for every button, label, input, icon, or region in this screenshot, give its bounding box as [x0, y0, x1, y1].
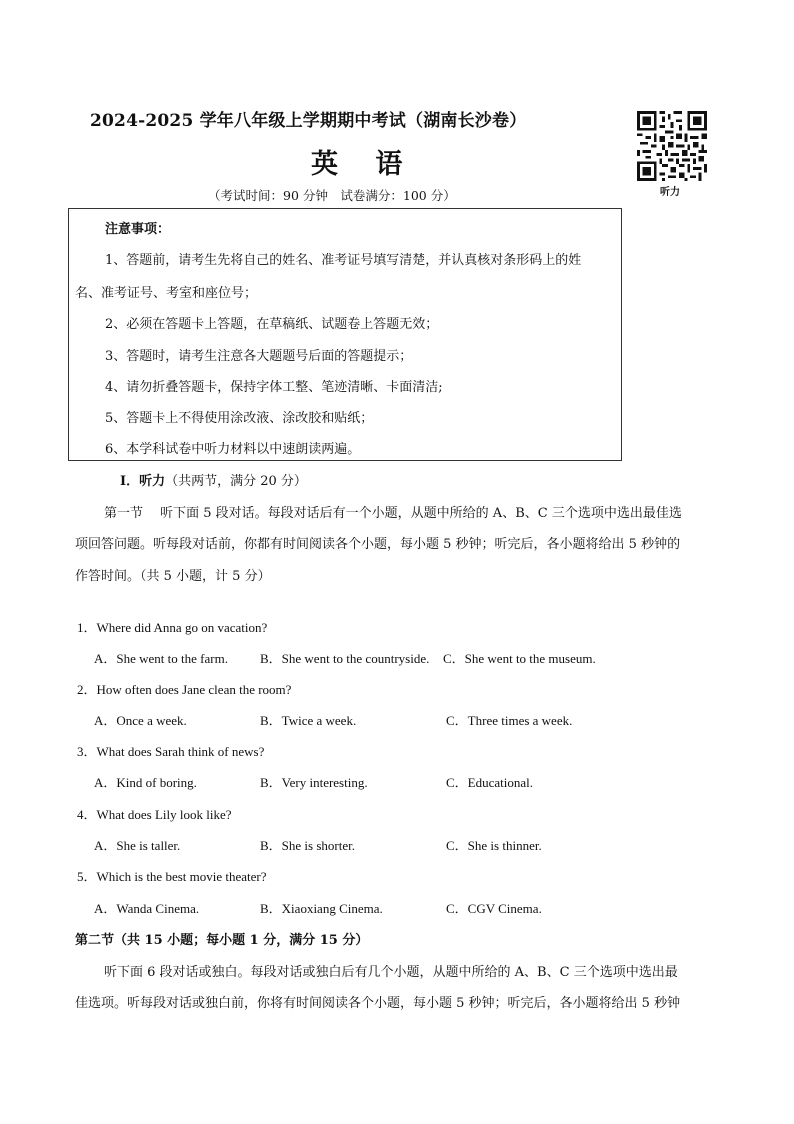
notice-item-3: 3、答题时，请考生注意各大题题号后面的答题提示； — [105, 349, 413, 364]
question-2-option-a: A．Once a week. — [94, 713, 187, 728]
question-5-option-b: B．Xiaoxiang Cinema. — [260, 901, 383, 916]
notice-item-1-line-1: 1、答题前，请考生先将自己的姓名、准考证号填写清楚，并认真核对条形码上的姓 — [105, 253, 582, 268]
question-1-option-b: B．She went to the countryside. — [260, 651, 430, 666]
section-1-heading-bold: I．听力 — [120, 474, 166, 489]
question-3: 3．What does Sarah think of news? — [77, 744, 265, 759]
part-2-heading: 第二节（共 15 小题；每小题 1 分，满分 15 分） — [75, 933, 369, 948]
notice-item-1-line-2: 名、准考证号、考室和座位号； — [75, 286, 258, 301]
question-4-option-b: B．She is shorter. — [260, 838, 355, 853]
question-1-option-c: C．She went to the museum. — [443, 651, 596, 666]
notice-item-5: 5、答题卡上不得使用涂改液、涂改胶和贴纸； — [105, 411, 374, 426]
question-4-option-a: A．She is taller. — [94, 838, 181, 853]
question-1-option-a: A．She went to the farm. — [94, 651, 228, 666]
notice-item-2: 2、必须在答题卡上答题，在草稿纸、试题卷上答题无效； — [105, 317, 439, 332]
exam-title: 2024-2025 学年八年级上学期期中考试（湖南长沙卷） — [90, 111, 527, 131]
question-2-option-b: B．Twice a week. — [260, 713, 357, 728]
part-1-instruction-line-2: 项回答问题。听每段对话前，你都有时间阅读各个小题，每小题 5 秒钟；听完后，各小题将给出 5 秒钟的 — [75, 537, 681, 552]
question-2-option-c: C．Three times a week. — [446, 713, 573, 728]
question-5: 5．Which is the best movie theater? — [77, 869, 267, 884]
question-3-option-c: C．Educational. — [446, 775, 534, 790]
question-5-option-a: A．Wanda Cinema. — [94, 901, 200, 916]
question-1: 1．Where did Anna go on vacation? — [77, 620, 268, 635]
question-4-option-c: C．She is thinner. — [446, 838, 542, 853]
exam-info: （考试时间：90 分钟 试卷满分：100 分） — [208, 188, 456, 203]
qr-label: 听力 — [660, 187, 680, 198]
question-3-option-b: B．Very interesting. — [260, 775, 368, 790]
qr-code-icon[interactable] — [637, 111, 707, 181]
part-1-instruction-line-1: 第一节 听下面 5 段对话。每段对话后有一个小题，从题中所给的 A、B、C 三个选项中选出最佳选 — [104, 506, 682, 521]
question-3-option-a: A．Kind of boring. — [94, 775, 197, 790]
part-2-instruction-line-2: 佳选项。听每段对话或独白前，你将有时间阅读各个小题，每小题 5 秒钟；听完后，各小题将给出 5 秒钟 — [75, 996, 681, 1011]
question-2: 2．How often does Jane clean the room? — [77, 682, 292, 697]
question-5-option-c: C．CGV Cinema. — [446, 901, 542, 916]
part-2-instruction-line-1: 听下面 6 段对话或独白。每段对话或独白后有几个小题，从题中所给的 A、B、C 三个选项中选出最 — [104, 965, 678, 980]
section-1-heading — [120, 470, 307, 489]
subject-title: 英 语 — [311, 149, 417, 180]
notice-item-6: 6、本学科试卷中听力材料以中速朗读两遍。 — [105, 442, 361, 457]
notice-title: 注意事项： — [105, 222, 171, 237]
part-1-instruction-line-3: 作答时间。（共 5 小题，计 5 分） — [75, 569, 271, 584]
section-1-heading-rest: （共两节，满分 20 分） — [165, 474, 307, 489]
question-4: 4．What does Lily look like? — [77, 807, 232, 822]
notice-item-4: 4、请勿折叠答题卡，保持字体工整、笔迹清晰、卡面清洁; — [105, 380, 443, 395]
